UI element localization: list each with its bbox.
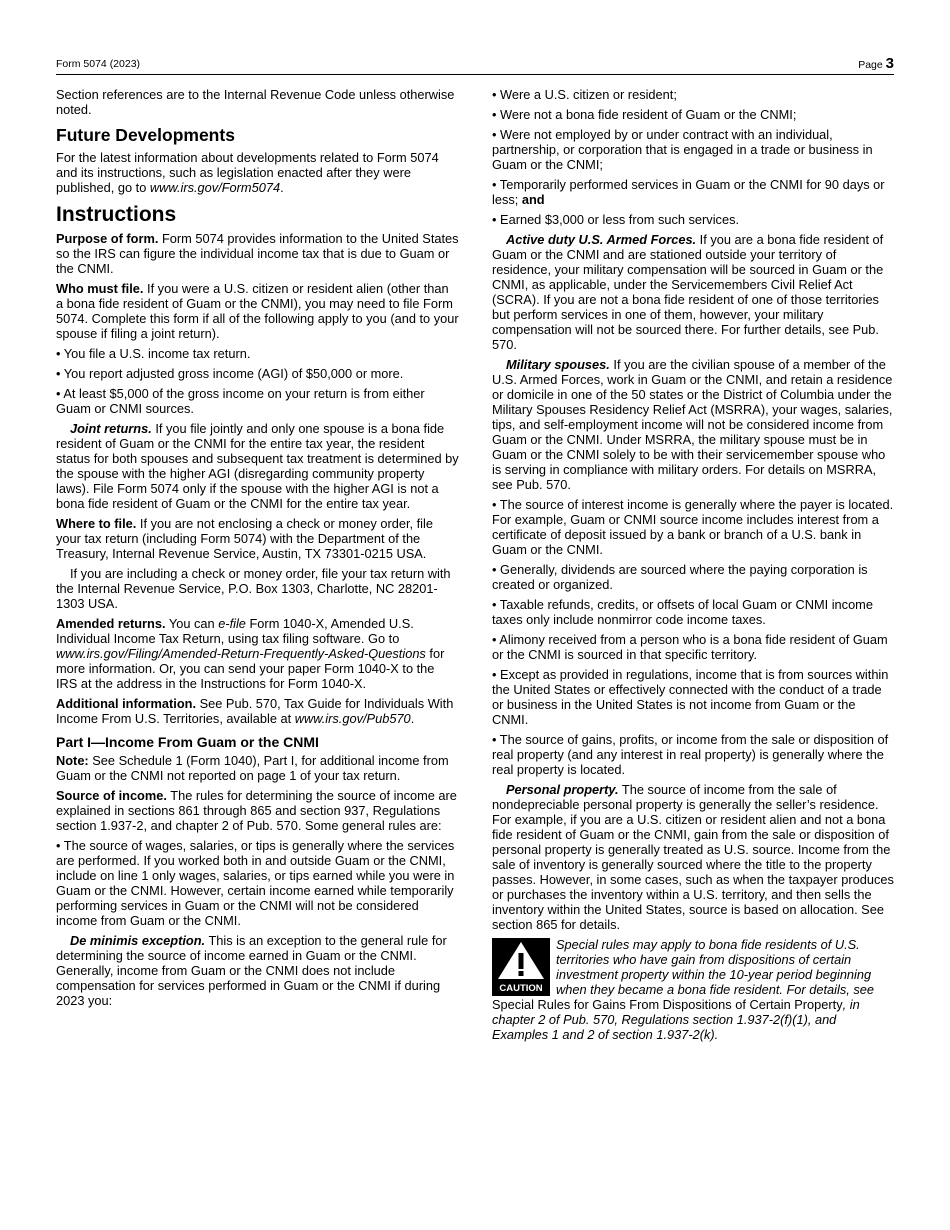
part1-heading: Part I—Income From Guam or the CNMI xyxy=(56,734,319,750)
source-rule-bullet: • The source of interest income is generally where the payer is located. For example, Guam or CNMI source income includes interest from a certificate of deposit issued by a bank or branch of a U.S. bank in Guam or the CNMI. xyxy=(492,497,894,557)
caution-text-1: Special rules may apply to bona fide residents of U.S. territories who have gain from dispositions of certain investment property within the 10-year period beginning when they became a bona fide resident. For details, see xyxy=(556,937,874,997)
source-bullet: • The source of wages, salaries, or tips is generally where the services are performed. If you worked both in and outside Guam or the CNMI, include on line 1 only wages, salaries, or tips earned while you were in Guam or the CNMI. However, certain income earned while temporarily performing services in Guam or the CNMI will not be considered income from Guam or the CNMI. xyxy=(56,838,455,928)
active-duty-text: If you are a bona fide resident of Guam or the CNMI and are stationed outside your territory of residence, your military compensation will be sourced in Guam or the CNMI, as applicable, under the Servicemembers Civil Relief Act (SCRA). If you are not a bona fide resident of one of those territories but perform services in one of them, however, your military compensation will not be sourced there. For further details, see Pub. 570. xyxy=(492,232,884,352)
source-rule-bullet: • Taxable refunds, credits, or offsets of local Guam or CNMI income taxes only include nonmirror code income taxes. xyxy=(492,597,873,627)
source-rule-bullet: • Except as provided in regulations, income that is from sources within the United States or effectively connected with the conduct of a trade or business in the United States is not income from Guam or the CNMI. xyxy=(492,667,889,727)
additional-end: . xyxy=(410,711,415,726)
form-id: Form 5074 (2023) xyxy=(56,58,141,70)
additional-paragraph xyxy=(56,696,459,726)
where-label: Where to file. xyxy=(56,516,137,531)
joint-paragraph xyxy=(56,421,459,511)
personal-property-label: Personal property. xyxy=(506,782,619,797)
source-rule-bullet: • Generally, dividends are sourced where the paying corporation is created or organized. xyxy=(492,562,868,592)
additional-label: Additional information. xyxy=(56,696,197,711)
joint-label: Joint returns. xyxy=(70,421,152,436)
additional-url: www.irs.gov/Pub570 xyxy=(294,711,411,726)
deminimis-bullet: • Were not employed by or under contract with an individual, partnership, or corporation that is engaged in a trade or business in Guam or the CNMI; xyxy=(492,127,873,172)
page-label-text: Page xyxy=(858,59,883,71)
purpose-label: Purpose of form. xyxy=(56,231,159,246)
left-column xyxy=(56,87,459,1013)
amended-text-2: Form 1040-X, Amended U.S. Individual Income Tax Return, using tax filing software. Go to xyxy=(56,616,414,646)
earned-bullet: • Earned $3,000 or less from such services. xyxy=(492,212,740,227)
note-paragraph xyxy=(56,753,459,783)
source-rule-bullet: • Alimony received from a person who is a bona fide resident of Guam or the CNMI is sourced in that specific territory. xyxy=(492,632,888,662)
future-url: www.irs.gov/Form5074 xyxy=(149,180,281,195)
amended-paragraph xyxy=(56,616,459,691)
page-label xyxy=(858,55,894,72)
caution-block xyxy=(492,937,895,1042)
deminimis-bullet: • Were a U.S. citizen or resident; xyxy=(492,87,677,102)
additional-text: See Pub. 570, Tax Guide for Individuals With Income From U.S. Territories, available at xyxy=(56,696,454,726)
check-paragraph: If you are including a check or money order, file your tax return with the Internal Revenue Service, P.O. Box 1303, Charlotte, NC 28201-1303 USA. xyxy=(56,566,451,611)
amended-text-3: for more information. Or, you can send your paper Form 1040-X to the IRS at the address in the Instructions for Form 1040-X. xyxy=(56,646,445,691)
source-text: The rules for determining the source of income are explained in sections 861 through 865 and section 937, Regulations section 1.937-2, and chapter 2 of Pub. 570. Some general rules are: xyxy=(56,788,457,833)
who-bullet: • You file a U.S. income tax return. xyxy=(56,346,251,361)
future-text-1: For the latest information about developments related to Form 5074 and its instructions, such as legislation enacted after they were published, go to xyxy=(56,150,439,195)
caution-icon-label: CAUTION xyxy=(499,983,543,994)
active-duty-paragraph xyxy=(492,232,895,352)
source-paragraph xyxy=(56,788,459,833)
note-text: See Schedule 1 (Form 1040), Part I, for additional income from Guam or the CNMI not reported on page 1 of your tax return. xyxy=(56,753,449,783)
deminimis-label: De minimis exception. xyxy=(70,933,206,948)
future-text-2: . xyxy=(280,180,284,195)
caution-icon xyxy=(492,938,550,996)
source-label: Source of income. xyxy=(56,788,167,803)
active-duty-label: Active duty U.S. Armed Forces. xyxy=(506,232,697,247)
intro-text: Section references are to the Internal Revenue Code unless otherwise noted. xyxy=(56,87,455,117)
amended-text-1: You can xyxy=(165,616,219,631)
joint-text: If you file jointly and only one spouse is a bona fide resident of Guam or the CNMI for the entire tax year, the resident status for both spouses and subsequent tax treatment is determined by the spouse with the higher AGI (disregarding community property laws). File Form 5074 only if the spouse with the higher AGI is not a bona fide resident of Guam or the CNMI for the entire tax year. xyxy=(56,421,459,511)
who-bullet: • At least $5,000 of the gross income on your return is from either Guam or CNMI sources. xyxy=(56,386,425,416)
personal-property-text: The source of income from the sale of nondepreciable personal property is generally the seller’s residence. For example, if you are a U.S. citizen or resident alien and not a bona fide resident of Guam or the CNMI, gain from the sale or disposition of personal property is generally treated as U.S. source. Income from the sale of inventory is generally sourced where the title to the property passes. However, in some cases, such as when the taxpayer produces or purchases the inventory within a U.S. territory, and then sells the inventory within the United States, source is based on allocation. See section 865 for details. xyxy=(492,782,894,932)
purpose-text: Form 5074 provides information to the United States so the IRS can figure the individual income tax that is due to Guam or the CNMI. xyxy=(56,231,459,276)
temp-bullet xyxy=(492,177,895,207)
who-text: If you were a U.S. citizen or resident alien (other than a bona fide resident of Guam or the CNMI), you may need to file Form 5074. Complete this form if all of the following apply to you (and to your spouse if filing a joint return). xyxy=(56,281,459,341)
amended-efile: e-file xyxy=(218,616,246,631)
military-spouses-label: Military spouses. xyxy=(506,357,610,372)
instructions-heading: Instructions xyxy=(56,203,177,226)
military-spouses-text: If you are the civilian spouse of a member of the U.S. Armed Forces, work in Guam or the CNMI, and retain a residence or domicile in one of the 50 states or the District of Columbia under the Military Spouses Residency Relief Act (MSRRA), your wages, salaries, tips, and self-employment income will not be considered income from Guam or the CNMI. Under MSRRA, the military spouse must be in Guam or the CNMI solely to be with their servicemember spouse who is serving in compliance with military orders. For details on MSRRA, see Pub. 570. xyxy=(492,357,893,492)
future-developments-text xyxy=(56,150,459,195)
where-paragraph xyxy=(56,516,459,561)
page-number: 3 xyxy=(885,55,894,72)
temp-bullet-text: • Temporarily performed services in Guam or the CNMI for 90 days or less; xyxy=(492,177,885,207)
deminimis-paragraph xyxy=(56,933,459,1008)
personal-property-paragraph xyxy=(492,782,895,932)
who-paragraph xyxy=(56,281,459,341)
page-header xyxy=(56,55,894,75)
future-developments-heading: Future Developments xyxy=(56,125,235,145)
who-label: Who must file. xyxy=(56,281,144,296)
caution-text-2: , in chapter 2 of Pub. 570, Regulations section 1.937-2(f)(1), and Examples 1 and 2 of section 1.937-2(k). xyxy=(492,997,860,1042)
header-rule xyxy=(56,74,894,75)
military-spouses-paragraph xyxy=(492,357,895,492)
source-rule-bullet: • The source of gains, profits, or income from the sale or disposition of real property (and any interest in real property) is generally where the real property is located. xyxy=(492,732,889,777)
where-text: If you are not enclosing a check or money order, file your tax return (including Form 5074) with the Department of the Treasury, Internal Revenue Service, Austin, TX 73301-0215 USA. xyxy=(56,516,433,561)
deminimis-bullet: • Were not a bona fide resident of Guam or the CNMI; xyxy=(492,107,797,122)
caution-ref: Special Rules for Gains From Dispositions of Certain Property xyxy=(492,997,843,1012)
right-column xyxy=(492,87,895,1042)
note-label: Note: xyxy=(56,753,89,768)
who-bullet: • You report adjusted gross income (AGI) of $50,000 or more. xyxy=(56,366,404,381)
deminimis-text: This is an exception to the general rule for determining the source of income earned in Guam or the CNMI. Generally, income from Guam or the CNMI does not include compensation for services performed in Guam or the CNMI if during 2023 you: xyxy=(56,933,447,1008)
amended-url: www.irs.gov/Filing/Amended-Return-Frequently-Asked-Questions xyxy=(56,646,426,661)
temp-and: and xyxy=(521,192,545,207)
purpose-paragraph xyxy=(56,231,459,276)
amended-label: Amended returns. xyxy=(56,616,166,631)
